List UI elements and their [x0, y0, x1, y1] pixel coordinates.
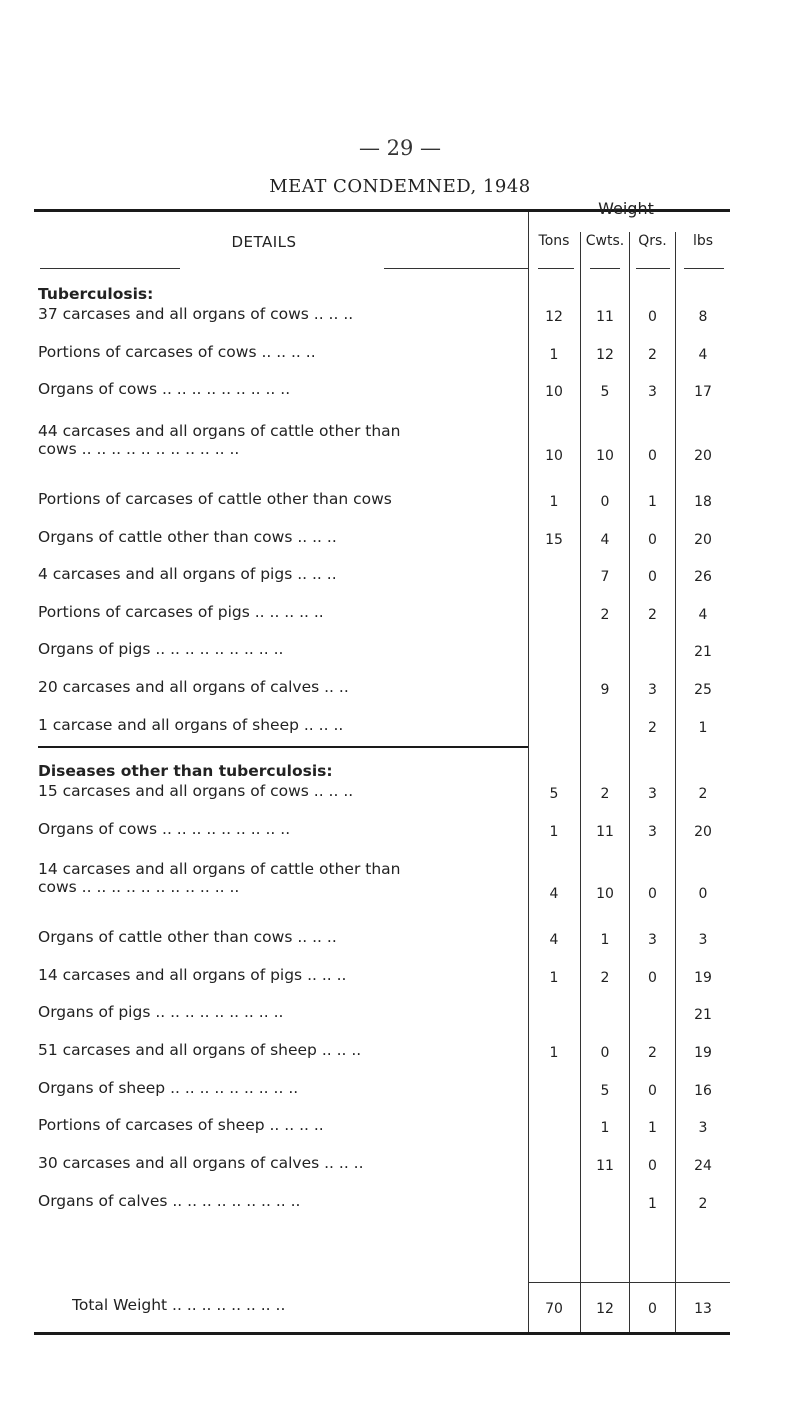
cwts-cell: 1: [600, 1120, 610, 1136]
qrs-cell: 0: [648, 1158, 657, 1174]
cwts-cell: 11: [596, 824, 614, 840]
cwts-cell: 10: [596, 886, 614, 902]
tons-cell: 5: [549, 786, 559, 802]
cwts-cell: 10: [596, 448, 614, 464]
row-label: Portions of carcases of sheep .. .. .. ..: [38, 1116, 324, 1134]
row-label: Organs of pigs .. .. .. .. .. .. .. .. ..: [38, 640, 284, 658]
qrs-cell: 0: [648, 886, 657, 902]
row-label: 4 carcases and all organs of pigs .. .. ..: [38, 565, 337, 583]
row-label: Organs of cows .. .. .. .. .. .. .. .. ..: [38, 380, 291, 398]
lbs-cell: 3: [698, 932, 708, 948]
header-underline: [40, 268, 180, 269]
table-row: [0, 422, 800, 478]
qrs-cell: 0: [648, 532, 657, 548]
section-heading-other-diseases: Diseases other than tuberculosis:: [38, 762, 333, 780]
table-row: [0, 603, 800, 639]
qrs-cell: 0: [648, 448, 657, 464]
table-row: [0, 782, 800, 818]
header-underline: [384, 268, 528, 269]
header-underline: [684, 268, 724, 269]
header-underline: [538, 268, 574, 269]
lbs-cell: 19: [694, 970, 712, 986]
row-label: 14 carcases and all organs of cattle other than: [38, 860, 401, 878]
tons-cell: 1: [549, 1045, 559, 1061]
total-tons: 70: [545, 1301, 563, 1317]
qrs-cell: 0: [648, 1083, 657, 1099]
lbs-cell: 26: [694, 569, 712, 585]
cwts-cell: 2: [600, 786, 610, 802]
row-label: Portions of carcases of cows .. .. .. ..: [38, 343, 316, 361]
total-row: [0, 1296, 800, 1332]
qrs-cell: 3: [648, 786, 657, 802]
table-row: [0, 1079, 800, 1115]
details-header: DETAILS: [231, 233, 297, 251]
tons-cell: 1: [549, 970, 559, 986]
weight-header: Weight: [598, 199, 654, 218]
row-label: Organs of sheep .. .. .. .. .. .. .. .. ..: [38, 1079, 299, 1097]
lbs-cell: 2: [698, 1196, 708, 1212]
table-row: [0, 1003, 800, 1039]
total-separator: [528, 1282, 730, 1283]
tons-cell: 1: [549, 824, 559, 840]
table-row: [0, 1041, 800, 1077]
row-label: Portions of carcases of pigs .. .. .. .. ..: [38, 603, 324, 621]
lbs-cell: 16: [694, 1083, 712, 1099]
cwts-cell: 4: [600, 532, 610, 548]
cwts-cell: 5: [600, 384, 610, 400]
table-row: [0, 1116, 800, 1152]
qrs-cell: 2: [648, 720, 657, 736]
table-row: [0, 820, 800, 856]
lbs-cell: 21: [694, 1007, 712, 1023]
tons-cell: 15: [545, 532, 563, 548]
lbs-cell: 0: [698, 886, 708, 902]
cwts-cell: 9: [600, 682, 610, 698]
lbs-cell: 2: [698, 786, 708, 802]
bottom-rule: [34, 1332, 730, 1335]
section-separator: [38, 746, 528, 748]
row-label: 37 carcases and all organs of cows .. .. ..: [38, 305, 354, 323]
tons-cell: 12: [545, 309, 563, 325]
tons-cell: 10: [545, 448, 563, 464]
cwts-cell: 7: [600, 569, 610, 585]
table-row: [0, 528, 800, 564]
lbs-cell: 4: [698, 347, 708, 363]
cwts-header: Cwts.: [585, 233, 625, 249]
row-label-continued: cows .. .. .. .. .. .. .. .. .. .. ..: [38, 440, 240, 458]
qrs-header: Qrs.: [638, 233, 667, 249]
cwts-cell: 2: [600, 970, 610, 986]
lbs-cell: 3: [698, 1120, 708, 1136]
lbs-cell: 25: [694, 682, 712, 698]
row-label: Organs of pigs .. .. .. .. .. .. .. .. ..: [38, 1003, 284, 1021]
row-label: 44 carcases and all organs of cattle other than: [38, 422, 401, 440]
lbs-cell: 21: [694, 644, 712, 660]
row-label: 30 carcases and all organs of calves .. .. ..: [38, 1154, 364, 1172]
lbs-cell: 20: [694, 448, 712, 464]
qrs-cell: 0: [648, 569, 657, 585]
row-label: Organs of cows .. .. .. .. .. .. .. .. ..: [38, 820, 291, 838]
lbs-cell: 19: [694, 1045, 712, 1061]
cwts-cell: 11: [596, 1158, 614, 1174]
row-label: Organs of cattle other than cows .. .. ..: [38, 528, 337, 546]
total-cwts: 12: [596, 1301, 614, 1317]
table-row: [0, 966, 800, 1002]
lbs-cell: 20: [694, 532, 712, 548]
tons-cell: 1: [549, 347, 559, 363]
header-underline: [636, 268, 670, 269]
qrs-cell: 3: [648, 384, 657, 400]
lbs-cell: 1: [698, 720, 708, 736]
qrs-cell: 0: [648, 309, 657, 325]
qrs-cell: 3: [648, 824, 657, 840]
table-row: [0, 640, 800, 676]
row-label: 51 carcases and all organs of sheep .. .. ..: [38, 1041, 362, 1059]
lbs-cell: 20: [694, 824, 712, 840]
page-title: MEAT CONDEMNED, 1948: [269, 176, 531, 197]
cwts-cell: 0: [600, 1045, 610, 1061]
total-label: Total Weight .. .. .. .. .. .. .. ..: [72, 1296, 286, 1314]
header-underline: [590, 268, 620, 269]
qrs-cell: 2: [648, 1045, 657, 1061]
table-row: [0, 928, 800, 964]
table-row: [0, 1154, 800, 1190]
lbs-cell: 17: [694, 384, 712, 400]
total-lbs: 13: [694, 1301, 712, 1317]
table-row: [0, 565, 800, 601]
tons-cell: 4: [549, 886, 559, 902]
cwts-cell: 11: [596, 309, 614, 325]
row-label: 20 carcases and all organs of calves .. ..: [38, 678, 349, 696]
cwts-cell: 0: [600, 494, 610, 510]
lbs-cell: 24: [694, 1158, 712, 1174]
lbs-cell: 8: [698, 309, 708, 325]
lbs-cell: 18: [694, 494, 712, 510]
tons-cell: 10: [545, 384, 563, 400]
page-number: — 29 —: [358, 136, 442, 160]
table-row: [0, 860, 800, 916]
row-label: Portions of carcases of cattle other than cows: [38, 490, 392, 508]
qrs-cell: 2: [648, 607, 657, 623]
qrs-cell: 1: [648, 1120, 657, 1136]
qrs-cell: 3: [648, 682, 657, 698]
table-row: [0, 490, 800, 526]
row-label-continued: cows .. .. .. .. .. .. .. .. .. .. ..: [38, 878, 240, 896]
cwts-cell: 5: [600, 1083, 610, 1099]
row-label: 1 carcase and all organs of sheep .. .. ..: [38, 716, 344, 734]
table-row: [0, 678, 800, 714]
qrs-cell: 0: [648, 970, 657, 986]
table-row: [0, 1192, 800, 1228]
qrs-cell: 1: [648, 1196, 657, 1212]
table-row: [0, 305, 800, 341]
table-row: [0, 380, 800, 416]
qrs-cell: 1: [648, 494, 657, 510]
cwts-cell: 1: [600, 932, 610, 948]
cwts-cell: 2: [600, 607, 610, 623]
qrs-cell: 3: [648, 932, 657, 948]
row-label: Organs of calves .. .. .. .. .. .. .. .. ..: [38, 1192, 301, 1210]
row-label: 14 carcases and all organs of pigs .. .. ..: [38, 966, 347, 984]
row-label: Organs of cattle other than cows .. .. ..: [38, 928, 337, 946]
row-label: 15 carcases and all organs of cows .. .. ..: [38, 782, 354, 800]
lbs-cell: 4: [698, 607, 708, 623]
lbs-header: lbs: [692, 233, 714, 249]
tons-cell: 4: [549, 932, 559, 948]
tons-cell: 1: [549, 494, 559, 510]
cwts-cell: 12: [596, 347, 614, 363]
tons-header: Tons: [538, 233, 570, 249]
total-qrs: 0: [648, 1301, 657, 1317]
table-row: [0, 343, 800, 379]
section-heading-tuberculosis: Tuberculosis:: [38, 285, 154, 303]
qrs-cell: 2: [648, 347, 657, 363]
